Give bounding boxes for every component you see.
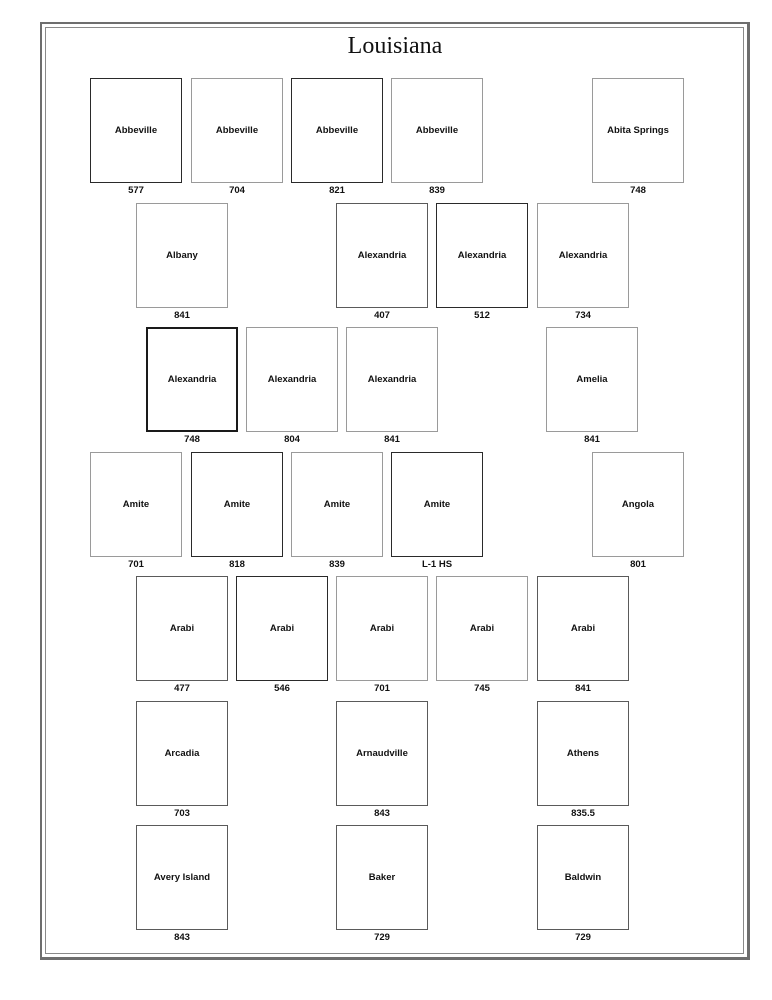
slot-catalog-number: 843 [174, 932, 190, 943]
slot-location-label: Baldwin [564, 872, 602, 883]
slot-location-label: Arabi [469, 623, 495, 634]
slot-location-label: Arcadia [164, 748, 200, 759]
slot-box[interactable] [391, 78, 483, 183]
slot-box[interactable] [537, 576, 629, 681]
slot-location-label: Amelia [576, 374, 608, 385]
coin-slot-abita-springs-748[interactable] [592, 78, 684, 197]
slot-catalog-number: 841 [584, 434, 600, 445]
slot-location-label: Amite [323, 499, 351, 510]
coin-slot-baker-729[interactable] [336, 825, 428, 944]
slot-location-label: Abbeville [415, 125, 459, 136]
slot-location-label: Abbeville [114, 125, 158, 136]
slot-location-label: Alexandria [357, 250, 407, 261]
slot-catalog-number: 821 [329, 185, 345, 196]
slot-location-label: Amite [122, 499, 150, 510]
slot-box[interactable] [291, 452, 383, 557]
coin-slot-amite-701[interactable] [90, 452, 182, 571]
slot-catalog-number: 701 [374, 683, 390, 694]
coin-slot-abbeville-704[interactable] [191, 78, 283, 197]
coin-slot-amite-l-1-hs[interactable] [391, 452, 483, 571]
slot-box[interactable] [146, 327, 238, 432]
slot-box[interactable] [346, 327, 438, 432]
slot-location-label: Arabi [570, 623, 596, 634]
slot-location-label: Amite [223, 499, 251, 510]
slot-box[interactable] [136, 825, 228, 930]
slot-catalog-number: 729 [374, 932, 390, 943]
slot-catalog-number: 407 [374, 310, 390, 321]
slot-location-label: Athens [566, 748, 600, 759]
slot-box[interactable] [537, 825, 629, 930]
slot-box[interactable] [436, 576, 528, 681]
coin-slot-arabi-546[interactable] [236, 576, 328, 695]
slot-catalog-number: 748 [184, 434, 200, 445]
slot-box[interactable] [546, 327, 638, 432]
slot-box[interactable] [191, 452, 283, 557]
slot-location-label: Amite [423, 499, 451, 510]
coin-slot-abbeville-839[interactable] [391, 78, 483, 197]
coin-slot-alexandria-734[interactable] [537, 203, 629, 322]
slot-box[interactable] [191, 78, 283, 183]
coin-slot-angola-801[interactable] [592, 452, 684, 571]
slot-location-label: Arabi [369, 623, 395, 634]
coin-slot-alexandria-512[interactable] [436, 203, 528, 322]
coin-slot-arcadia-703[interactable] [136, 701, 228, 820]
page-title: Louisiana [347, 33, 443, 59]
slot-catalog-number: 729 [575, 932, 591, 943]
slot-location-label: Alexandria [267, 374, 317, 385]
slot-catalog-number: 701 [128, 559, 144, 570]
slot-location-label: Arabi [169, 623, 195, 634]
slot-catalog-number: 512 [474, 310, 490, 321]
slot-location-label: Alexandria [457, 250, 507, 261]
coin-slot-amelia-841[interactable] [546, 327, 638, 446]
slot-box[interactable] [90, 78, 182, 183]
slot-location-label: Abita Springs [607, 125, 669, 136]
coin-slot-arabi-745[interactable] [436, 576, 528, 695]
coin-slot-arabi-477[interactable] [136, 576, 228, 695]
coin-slot-athens-835.5[interactable] [537, 701, 629, 820]
slot-catalog-number: 734 [575, 310, 591, 321]
slot-location-label: Arabi [269, 623, 295, 634]
slot-location-label: Arnaudville [356, 748, 408, 759]
slot-location-label: Avery Island [153, 872, 211, 883]
slot-box[interactable] [90, 452, 182, 557]
coin-slot-albany-841[interactable] [136, 203, 228, 322]
slot-location-label: Baker [368, 872, 396, 883]
coin-slot-arnaudville-843[interactable] [336, 701, 428, 820]
slot-catalog-number: 748 [630, 185, 646, 196]
slot-catalog-number: 546 [274, 683, 290, 694]
slot-catalog-number: 841 [174, 310, 190, 321]
slot-catalog-number: 835.5 [571, 808, 595, 819]
slot-box[interactable] [336, 203, 428, 308]
slot-catalog-number: 818 [229, 559, 245, 570]
slot-location-label: Alexandria [367, 374, 417, 385]
coin-slot-arabi-701[interactable] [336, 576, 428, 695]
slot-catalog-number: 703 [174, 808, 190, 819]
coin-slot-baldwin-729[interactable] [537, 825, 629, 944]
slot-box[interactable] [391, 452, 483, 557]
coin-slot-abbeville-821[interactable] [291, 78, 383, 197]
slot-location-label: Abbeville [215, 125, 259, 136]
slot-catalog-number: 843 [374, 808, 390, 819]
coin-slot-alexandria-407[interactable] [336, 203, 428, 322]
slot-box[interactable] [136, 576, 228, 681]
slot-location-label: Alexandria [167, 374, 217, 385]
coin-slot-amite-818[interactable] [191, 452, 283, 571]
slot-box[interactable] [592, 78, 684, 183]
coin-slot-avery-island-843[interactable] [136, 825, 228, 944]
slot-catalog-number: 577 [128, 185, 144, 196]
coin-slot-abbeville-577[interactable] [90, 78, 182, 197]
slot-location-label: Abbeville [315, 125, 359, 136]
coin-slot-alexandria-804[interactable] [246, 327, 338, 446]
slot-catalog-number: 704 [229, 185, 245, 196]
coin-slot-arabi-841[interactable] [537, 576, 629, 695]
slot-box[interactable] [537, 203, 629, 308]
slot-catalog-number: 839 [429, 185, 445, 196]
slot-box[interactable] [336, 825, 428, 930]
slot-box[interactable] [136, 203, 228, 308]
slot-catalog-number: 839 [329, 559, 345, 570]
slot-box[interactable] [246, 327, 338, 432]
slot-location-label: Angola [621, 499, 655, 510]
slot-location-label: Alexandria [558, 250, 608, 261]
slot-catalog-number: 745 [474, 683, 490, 694]
slot-location-label: Albany [166, 250, 198, 261]
slot-box[interactable] [537, 701, 629, 806]
slot-catalog-number: L-1 HS [421, 559, 453, 570]
slot-catalog-number: 841 [384, 434, 400, 445]
slot-catalog-number: 841 [575, 683, 591, 694]
slot-box[interactable] [236, 576, 328, 681]
slot-catalog-number: 804 [284, 434, 300, 445]
coin-slot-alexandria-841[interactable] [346, 327, 438, 446]
slot-box[interactable] [291, 78, 383, 183]
slot-catalog-number: 801 [630, 559, 646, 570]
slot-box[interactable] [436, 203, 528, 308]
slot-box[interactable] [136, 701, 228, 806]
slot-box[interactable] [336, 701, 428, 806]
slot-catalog-number: 477 [174, 683, 190, 694]
coin-slot-alexandria-748[interactable] [146, 327, 238, 446]
slot-box[interactable] [592, 452, 684, 557]
slot-box[interactable] [336, 576, 428, 681]
coin-slot-amite-839[interactable] [291, 452, 383, 571]
